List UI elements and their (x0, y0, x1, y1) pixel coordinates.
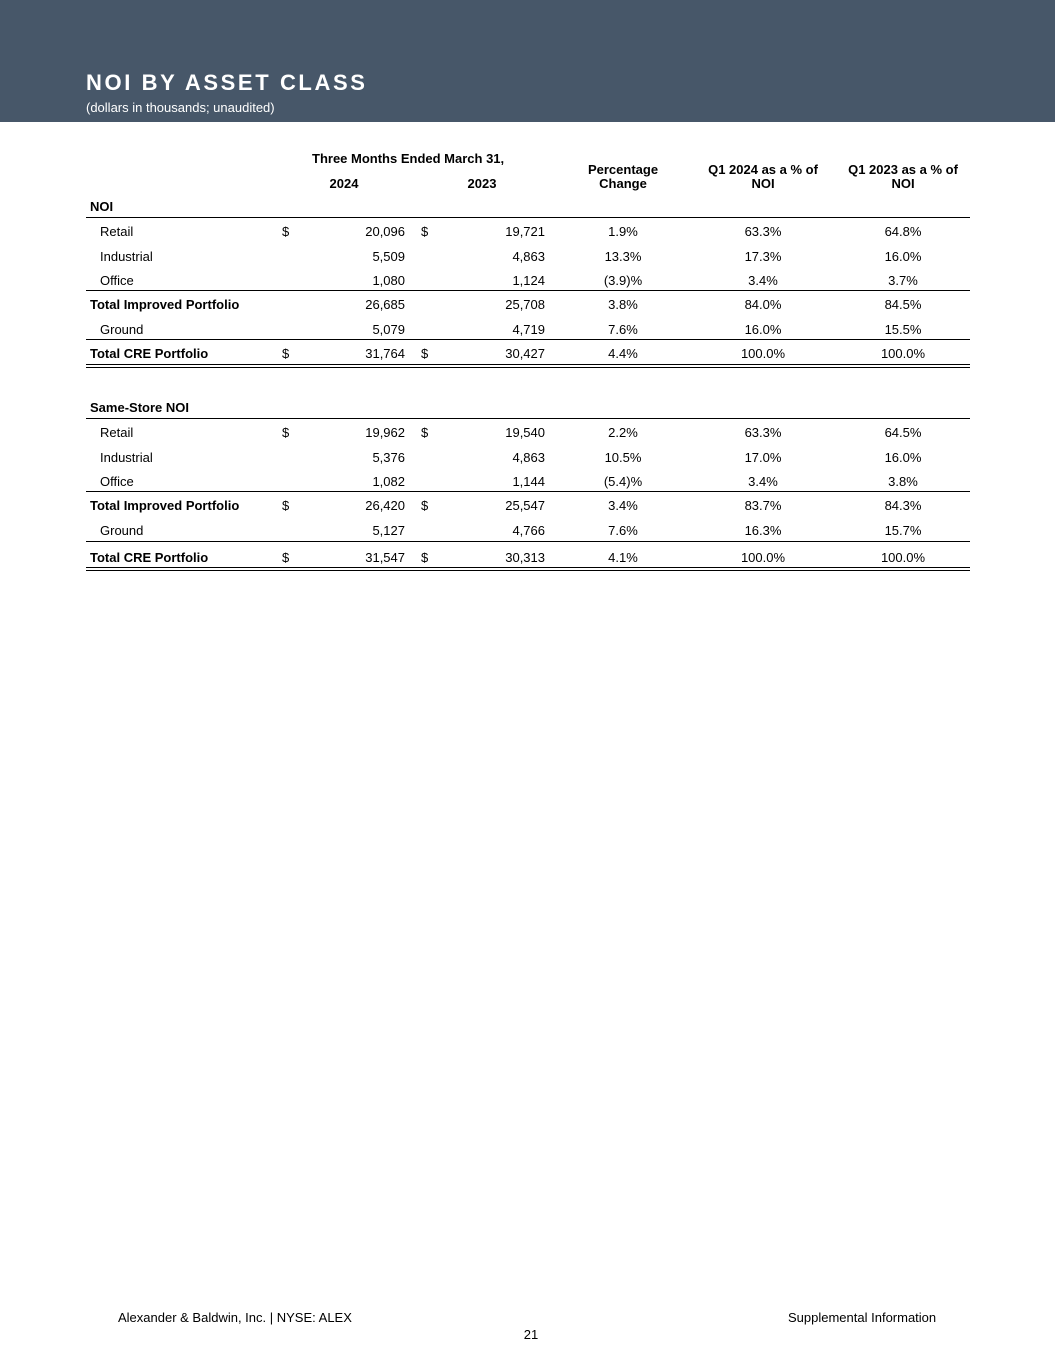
row-label: Industrial (100, 450, 153, 465)
column-header-q1-2024-l1: Q1 2024 as a % of (708, 162, 818, 177)
value-2024: 5,376 (372, 450, 405, 465)
pct-change: (3.9)% (603, 273, 643, 288)
value-2023: 30,313 (505, 550, 545, 565)
value-2024: 5,079 (372, 322, 405, 337)
pct-change: 13.3% (604, 249, 642, 264)
pct-change: 10.5% (604, 450, 642, 465)
currency-symbol: $ (282, 224, 290, 239)
pct-of-noi-2023: 3.7% (888, 273, 918, 288)
pct-change: 4.1% (608, 550, 638, 565)
currency-symbol: $ (421, 550, 429, 565)
row-label: Total Improved Portfolio (90, 297, 240, 312)
pct-of-noi-2023: 84.5% (884, 297, 922, 312)
currency-symbol: $ (282, 425, 290, 440)
pct-of-noi-2023: 64.8% (884, 224, 922, 239)
pct-of-noi-2023: 16.0% (884, 249, 922, 264)
pct-of-noi-2023: 3.8% (888, 474, 918, 489)
row-label: Total CRE Portfolio (90, 550, 209, 565)
pct-of-noi-2024: 3.4% (748, 273, 778, 288)
row-label: Office (100, 273, 134, 288)
pct-of-noi-2024: 83.7% (744, 498, 782, 513)
value-2024: 5,127 (372, 523, 405, 538)
pct-of-noi-2024: 100.0% (740, 346, 786, 361)
footer-company: Alexander & Baldwin, Inc. | NYSE: ALEX (118, 1310, 352, 1325)
value-2023: 4,766 (512, 523, 545, 538)
row-label: Industrial (100, 249, 153, 264)
column-header-pct-change-l2: Change (599, 176, 647, 191)
pct-of-noi-2024: 16.3% (744, 523, 782, 538)
pct-change: (5.4)% (603, 474, 643, 489)
value-2023: 4,863 (512, 450, 545, 465)
pct-change: 4.4% (608, 346, 638, 361)
pct-of-noi-2024: 63.3% (744, 224, 782, 239)
pct-of-noi-2024: 16.0% (744, 322, 782, 337)
pct-change: 1.9% (608, 224, 638, 239)
pct-change: 3.4% (608, 498, 638, 513)
divider (86, 491, 970, 492)
column-header-2023: 2023 (467, 176, 497, 191)
column-header-pct-change-l1: Percentage (587, 162, 659, 177)
divider (86, 339, 970, 340)
value-2024: 26,685 (365, 297, 405, 312)
currency-symbol: $ (282, 346, 290, 361)
pct-change: 7.6% (608, 523, 638, 538)
value-2024: 26,420 (365, 498, 405, 513)
page-subtitle: (dollars in thousands; unaudited) (86, 100, 275, 115)
value-2023: 25,547 (505, 498, 545, 513)
value-2024: 20,096 (365, 224, 405, 239)
value-2023: 25,708 (505, 297, 545, 312)
pct-of-noi-2024: 63.3% (744, 425, 782, 440)
value-2024: 5,509 (372, 249, 405, 264)
pct-of-noi-2024: 100.0% (740, 550, 786, 565)
pct-of-noi-2023: 15.5% (884, 322, 922, 337)
divider (86, 541, 970, 542)
pct-of-noi-2024: 84.0% (744, 297, 782, 312)
footer-document-type: Supplemental Information (788, 1310, 937, 1325)
row-label: Office (100, 474, 134, 489)
column-header-q1-2023-l1: Q1 2023 as a % of (848, 162, 958, 177)
value-2023: 1,124 (512, 273, 545, 288)
double-underline (86, 364, 970, 368)
value-2023: 19,721 (505, 224, 545, 239)
divider (86, 217, 970, 218)
divider (86, 290, 970, 291)
value-2024: 1,080 (372, 273, 405, 288)
column-header-q1-2023-l2: NOI (891, 176, 915, 191)
currency-symbol: $ (421, 346, 429, 361)
pct-of-noi-2023: 84.3% (884, 498, 922, 513)
pct-of-noi-2023: 16.0% (884, 450, 922, 465)
page-number: 21 (523, 1327, 539, 1342)
currency-symbol: $ (282, 498, 290, 513)
value-2024: 31,547 (365, 550, 405, 565)
value-2024: 1,082 (372, 474, 405, 489)
column-group-header: Three Months Ended March 31, (312, 151, 505, 166)
row-label: Total CRE Portfolio (90, 346, 209, 361)
row-label: Total Improved Portfolio (90, 498, 240, 513)
pct-of-noi-2023: 100.0% (880, 346, 926, 361)
page-title: NOI BY ASSET CLASS (86, 70, 368, 95)
section-heading-noi: NOI (90, 199, 114, 214)
pct-change: 2.2% (608, 425, 638, 440)
column-header-q1-2024-l2: NOI (751, 176, 775, 191)
pct-of-noi-2023: 100.0% (880, 550, 926, 565)
value-2023: 30,427 (505, 346, 545, 361)
pct-of-noi-2024: 17.0% (744, 450, 782, 465)
pct-change: 3.8% (608, 297, 638, 312)
value-2024: 31,764 (365, 346, 405, 361)
double-underline (86, 567, 970, 571)
section-heading-same-store-noi: Same-Store NOI (90, 400, 189, 415)
currency-symbol: $ (421, 498, 429, 513)
value-2024: 19,962 (365, 425, 405, 440)
currency-symbol: $ (421, 224, 429, 239)
row-label: Retail (100, 224, 134, 239)
divider (86, 418, 970, 419)
currency-symbol: $ (421, 425, 429, 440)
column-header-2024: 2024 (329, 176, 359, 191)
row-label: Ground (100, 322, 144, 337)
pct-of-noi-2024: 3.4% (748, 474, 778, 489)
row-label: Ground (100, 523, 144, 538)
page-header-banner (0, 0, 1055, 122)
pct-of-noi-2023: 15.7% (884, 523, 922, 538)
pct-of-noi-2024: 17.3% (744, 249, 782, 264)
value-2023: 4,719 (512, 322, 545, 337)
value-2023: 19,540 (505, 425, 545, 440)
value-2023: 4,863 (512, 249, 545, 264)
pct-of-noi-2023: 64.5% (884, 425, 922, 440)
currency-symbol: $ (282, 550, 290, 565)
pct-change: 7.6% (608, 322, 638, 337)
value-2023: 1,144 (512, 474, 545, 489)
row-label: Retail (100, 425, 134, 440)
